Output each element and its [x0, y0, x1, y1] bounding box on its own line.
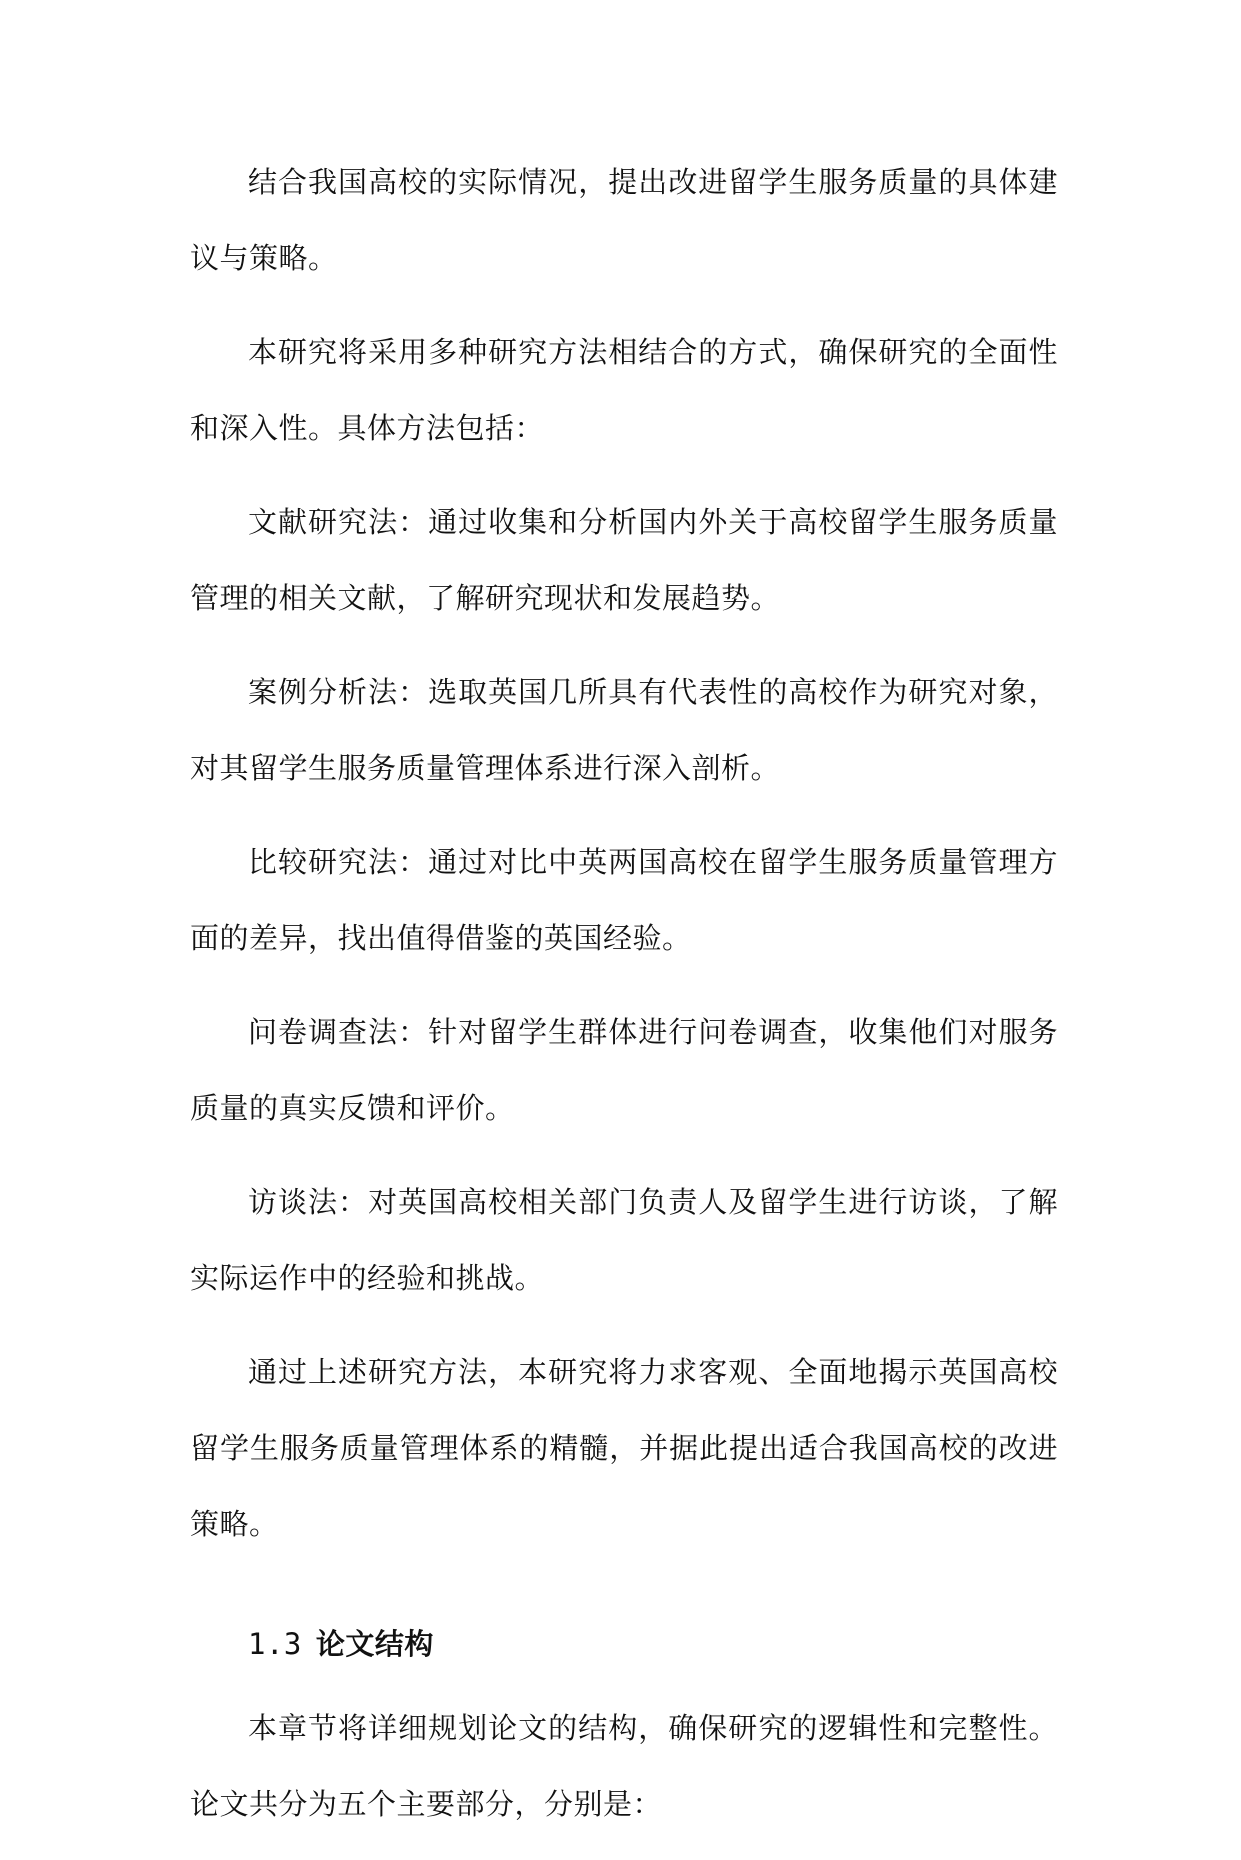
paragraph-methods-intro: 本研究将采用多种研究方法相结合的方式，确保研究的全面性和深入性。具体方法包括：: [190, 335, 1058, 445]
paragraph-case-method: 案例分析法：选取英国几所具有代表性的高校作为研究对象，对其留学生服务质量管理体系进行深入剖析。: [190, 675, 1058, 785]
paragraph-structure-intro: 本章节将详细规划论文的结构，确保研究的逻辑性和完整性。论文共分为五个主要部分，分别是：: [190, 1711, 1058, 1821]
paragraph-literature-method: 文献研究法：通过收集和分析国内外关于高校留学生服务质量管理的相关文献，了解研究现状和发展趋势。: [190, 505, 1058, 615]
paragraph-survey-method: 问卷调查法：针对留学生群体进行问卷调查，收集他们对服务质量的真实反馈和评价。: [190, 1015, 1058, 1125]
paragraph-interview-method: 访谈法：对英国高校相关部门负责人及留学生进行访谈，了解实际运作中的经验和挑战。: [190, 1185, 1058, 1295]
section-number: 1.3: [248, 1627, 302, 1661]
section-heading: [190, 1580, 1058, 1682]
section-title: 论文结构: [315, 1627, 434, 1661]
paragraph-comparative-method: 比较研究法：通过对比中英两国高校在留学生服务质量管理方面的差异，找出值得借鉴的英国经验。: [190, 845, 1058, 955]
paragraph-suggestions: 结合我国高校的实际情况，提出改进留学生服务质量的具体建议与策略。: [190, 165, 1058, 275]
paragraph-methods-summary: 通过上述研究方法，本研究将力求客观、全面地揭示英国高校留学生服务质量管理体系的精髓，并据此提出适合我国高校的改进策略。: [190, 1355, 1058, 1541]
document-body: [190, 144, 1058, 1860]
